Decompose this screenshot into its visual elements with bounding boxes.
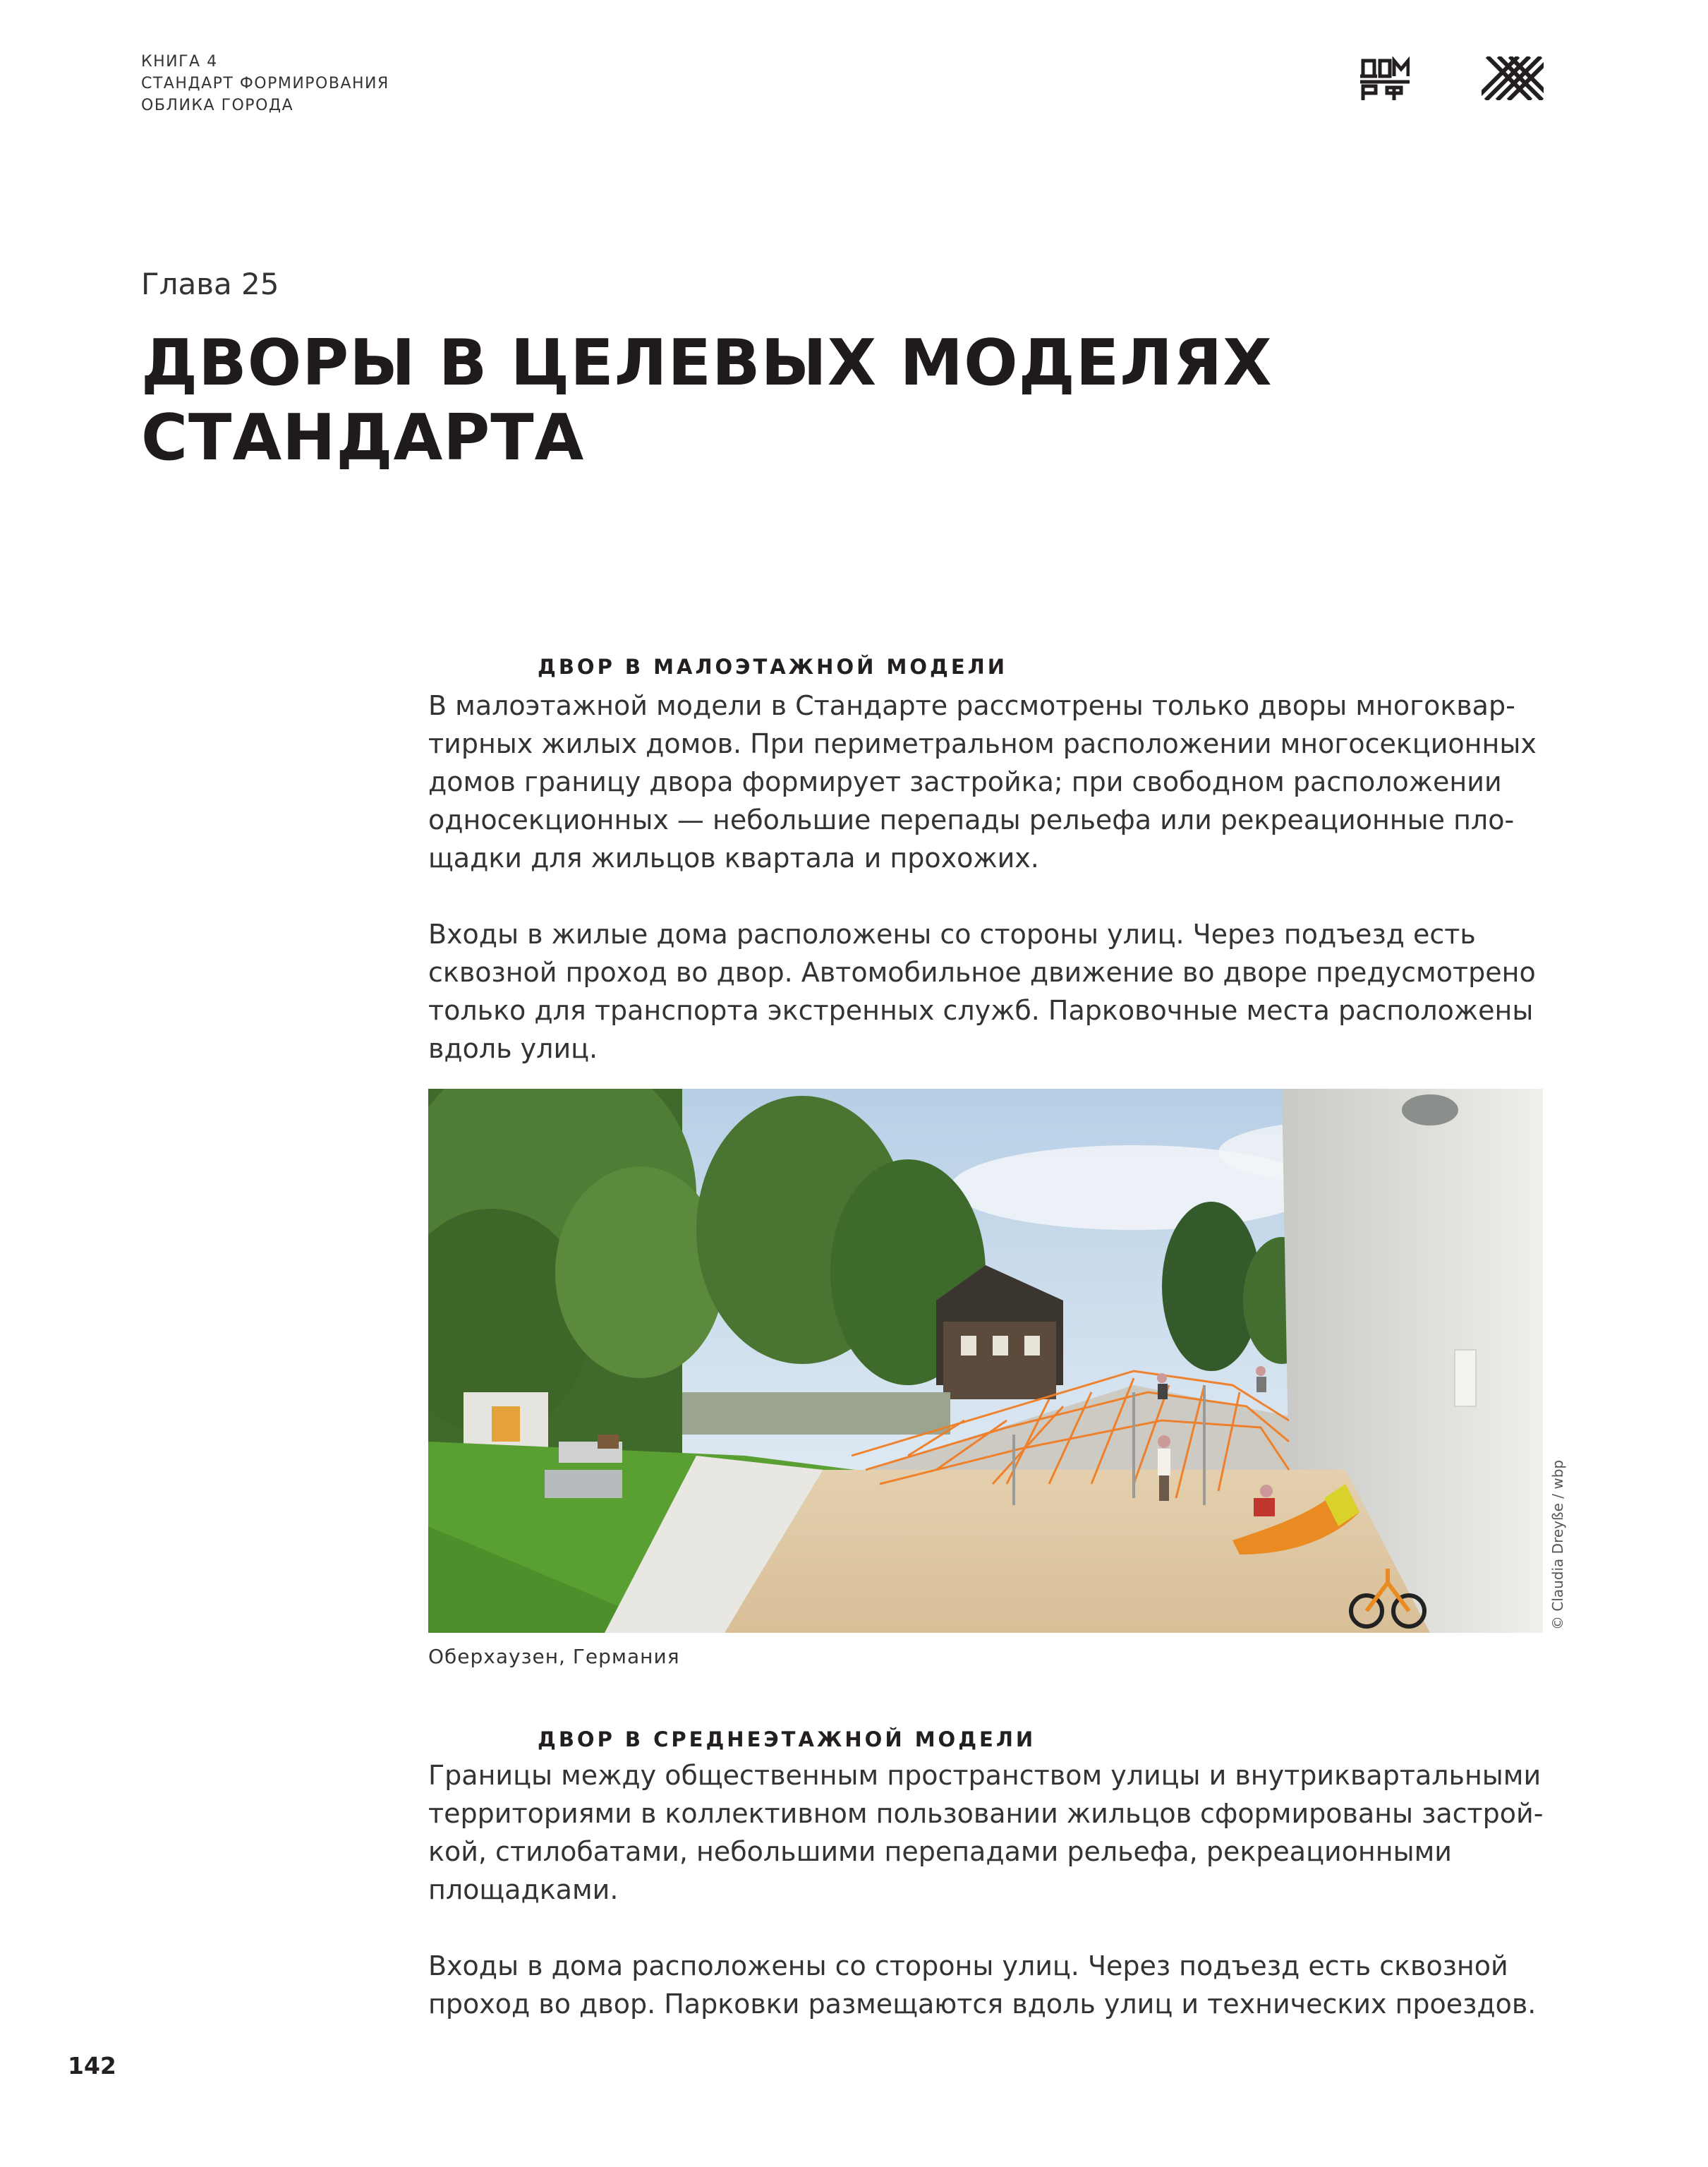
book-info-line: СТАНДАРТ ФОРМИРОВАНИЯ: [141, 75, 389, 92]
section-heading-mid-rise: ДВОР В СРЕДНЕЭТАЖНОЙ МОДЕЛИ: [538, 1727, 1036, 1751]
text-line: односекционных — небольшие перепады рельефа или рекреационные пло-: [428, 804, 1515, 835]
chapter-label: Глава 25: [141, 267, 279, 301]
text-line: тирных жилых домов. При периметральном расположении многосекционных: [428, 728, 1537, 759]
text-line: проход во двор. Парковки размещаются вдоль улиц и технических проездов.: [428, 1988, 1537, 2020]
text-line: вдоль улиц.: [428, 1033, 598, 1064]
text-line: Границы между общественным пространством улицы и внутриквартальными: [428, 1760, 1542, 1791]
section-heading-low-rise: ДВОР В МАЛОЭТАЖНОЙ МОДЕЛИ: [538, 655, 1007, 679]
page-number: 142: [68, 2052, 116, 2080]
photo-caption: Оберхаузен, Германия: [428, 1645, 680, 1668]
dom-rf-logo: [1360, 56, 1410, 102]
text-line: площадками.: [428, 1874, 619, 1905]
page-title: [141, 326, 1273, 476]
book-info: [141, 51, 389, 116]
section2-body: [428, 1756, 1557, 2023]
text-line: щадки для жильцов квартала и прохожих.: [428, 843, 1039, 874]
text-line: территориями в коллективном пользовании жильцов сформированы застрой-: [428, 1798, 1544, 1829]
text-line: домов границу двора формирует застройка; при свободном расположении: [428, 766, 1502, 797]
text-line: кой, стилобатами, небольшими перепадами рельефа, рекреационными: [428, 1836, 1452, 1867]
text-line: сквозной проход во двор. Автомобильное движение во дворе предусмотрено: [428, 957, 1536, 988]
courtyard-photo: [428, 1089, 1543, 1633]
text-line: Входы в жилые дома расположены со стороны улиц. Через подъезд есть: [428, 919, 1476, 950]
book-info-line: ОБЛИКА ГОРОДА: [141, 97, 294, 114]
title-line: ДВОРЫ В ЦЕЛЕВЫХ МОДЕЛЯХ: [141, 326, 1273, 400]
photo-credit: © Claudia Dreyße / wbp: [1549, 1459, 1566, 1630]
text-line: только для транспорта экстренных служб. Парковочные места расположены: [428, 995, 1534, 1026]
text-line: В малоэтажной модели в Стандарте рассмотрены только дворы многоквар-: [428, 690, 1515, 721]
standard-pattern-logo: [1482, 56, 1544, 100]
text-line: Входы в дома расположены со стороны улиц. Через подъезд есть сквозной: [428, 1950, 1508, 1981]
section1-body: [428, 687, 1557, 1068]
title-line: СТАНДАРТА: [141, 401, 585, 475]
book-info-line: КНИГА 4: [141, 53, 218, 71]
